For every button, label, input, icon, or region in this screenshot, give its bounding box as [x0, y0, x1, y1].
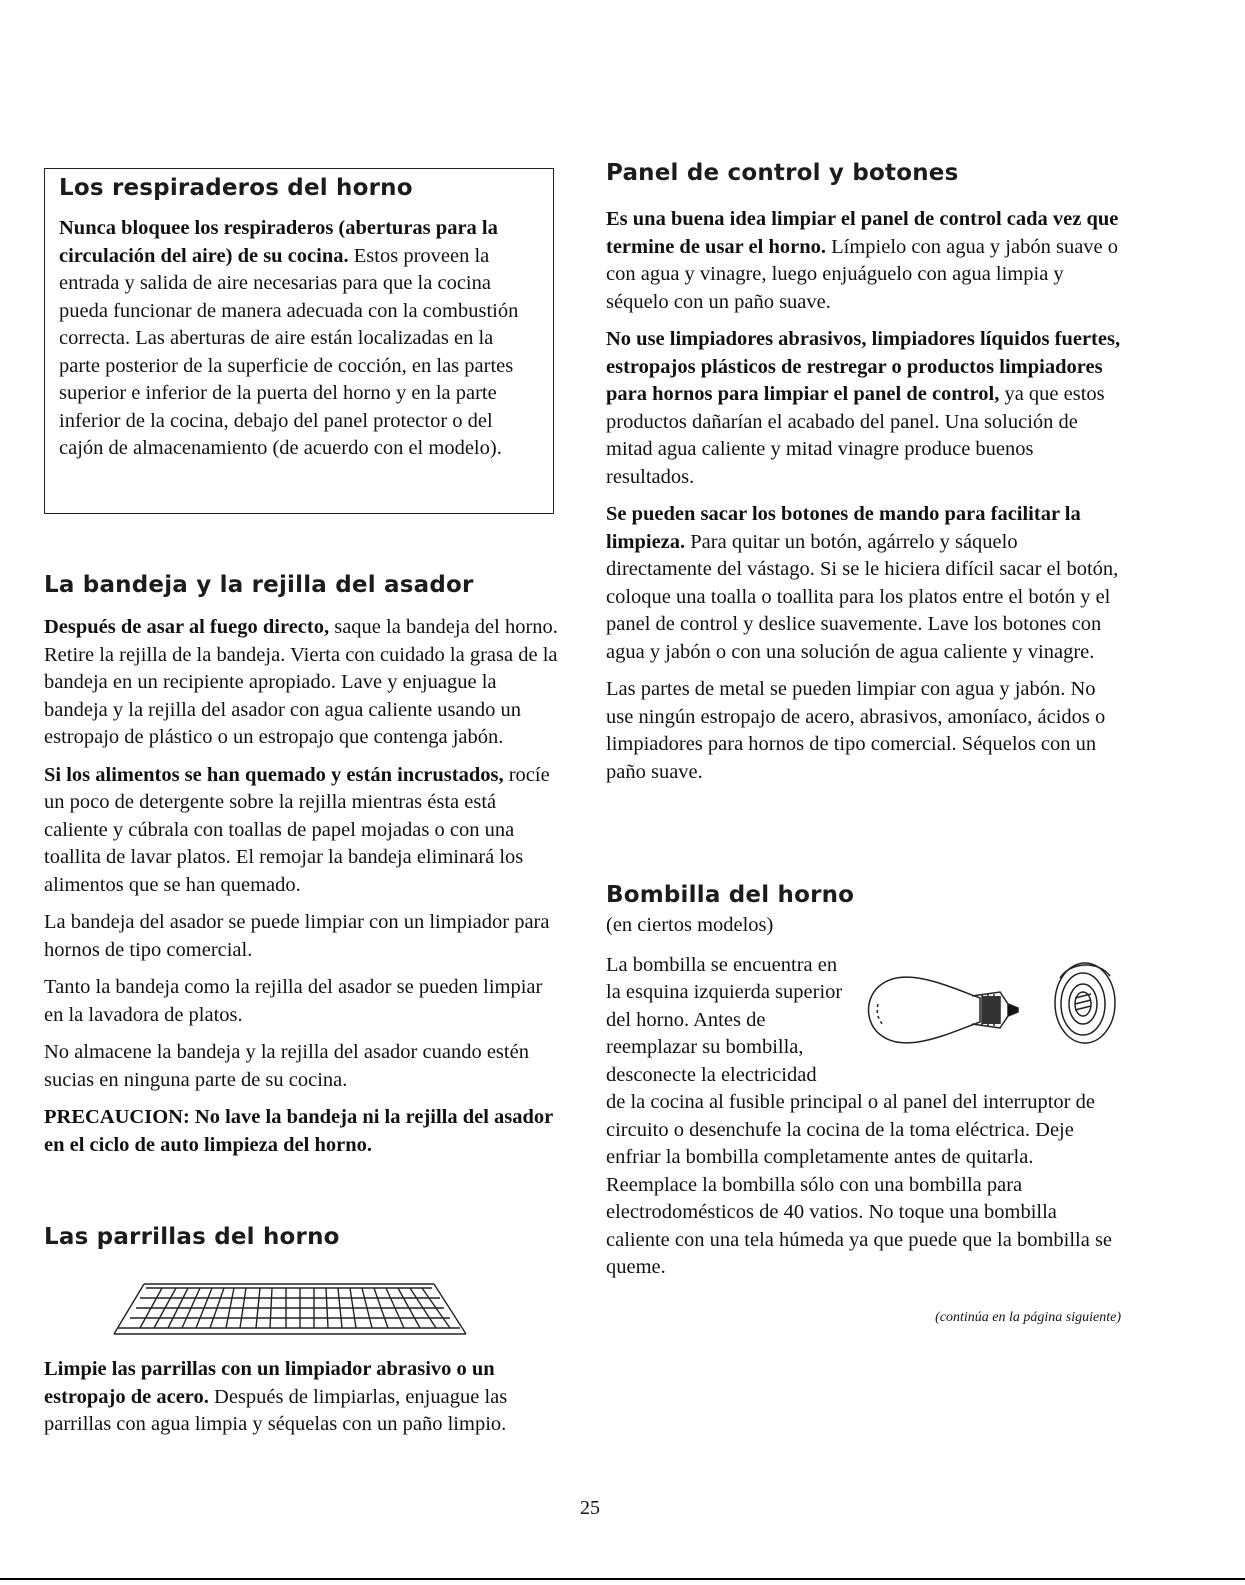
racks-heading: Las parrillas del horno	[44, 1224, 340, 1250]
panel-paragraph-4: Las partes de metal se pueden limpiar con agua y jabón. No use ningún estropajo de acero, abrasivos, amoníaco, ácidos o limpiadores para hornos de tipo comercial. Séquelos con un paño suave.	[606, 678, 1106, 783]
racks-paragraph: Limpie las parrillas con un limpiador abrasivo o un estropajo de acero. Después de limpiarlas, enjuague las parrillas con agua limpia y séquelas con un paño limpio.	[44, 1358, 508, 1435]
broiler-paragraph-5: No almacene la bandeja y la rejilla del asador cuando estén sucias en ninguna parte de su cocina.	[44, 1041, 529, 1091]
vents-box	[44, 168, 554, 514]
racks-text	[44, 1356, 559, 1449]
broiler-paragraph-1: Después de asar al fuego directo, saque la bandeja del horno. Retire la rejilla de la bandeja. Vierta con cuidado la grasa de la bandeja en un recipiente apropiado. Lave y enjuague la bandeja y la rejilla del asador con agua caliente usando un estropajo de plástico o un estropajo que contenga jabón.	[44, 616, 558, 748]
bulb-section	[606, 882, 1121, 1292]
racks-section	[44, 1224, 559, 1250]
broiler-caution: PRECAUCION: No lave la bandeja ni la rejilla del asador en el ciclo de auto limpieza del horno.	[44, 1106, 553, 1156]
panel-heading: Panel de control y botones	[606, 160, 959, 186]
light-bulb-icon	[862, 964, 1032, 1058]
broiler-paragraph-4: Tanto la bandeja como la rejilla del asador se pueden limpiar en la lavadora de platos.	[44, 976, 543, 1026]
panel-section	[606, 160, 1121, 796]
bulb-socket-icon	[1050, 958, 1120, 1048]
vents-heading: Los respiraderos del horno	[59, 175, 413, 201]
oven-rack-illustration	[110, 1278, 472, 1340]
bulb-heading: Bombilla del horno	[606, 882, 855, 908]
broiler-section	[44, 572, 559, 1169]
bottom-rule	[0, 1578, 1245, 1580]
bulb-paragraph-a: La bombilla se encuentra en la esquina izquierda superior del horno. Antes de reemplazar su bombilla, desconecte la electricidad	[606, 953, 843, 1086]
panel-paragraph-3: Se pueden sacar los botones de mando para facilitar la limpieza. Para quitar un botón, agárrelo y sáquelo directamente del vástago. Si se le hiciera difícil sacar el botón, coloque una toalla o toallita para los platos entre el botón y el panel de control y deslice suavemente. Lave los botones con agua y jabón o con una solución de agua caliente y vinagre.	[606, 503, 1119, 663]
broiler-paragraph-3: La bandeja del asador se puede limpiar con un limpiador para hornos de tipo comercial.	[44, 911, 550, 961]
broiler-heading: La bandeja y la rejilla del asador	[44, 572, 474, 598]
continued-note: (continúa en la página siguiente)	[935, 1310, 1121, 1325]
panel-paragraph-1: Es una buena idea limpiar el panel de control cada vez que termine de usar el horno. Límpielo con agua y jabón suave o con agua y vinagre, luego enjuáguelo con agua limpia y séquelo con un paño suave.	[606, 208, 1119, 313]
panel-paragraph-2: No use limpiadores abrasivos, limpiadores líquidos fuertes, estropajos plásticos de restregar o productos limpiadores para hornos para limpiar el panel de control, ya que estos productos dañarían el acabado del panel. Una solución de mitad agua caliente y mitad vinagre produce buenos resultados.	[606, 328, 1121, 488]
page-number: 25	[580, 1497, 600, 1519]
bulb-paragraph-b: de la cocina al fusible principal o al panel del interruptor de circuito o desenchufe la cocina de la toma eléctrica. Deje enfriar la bombilla completamente antes de quitarla. Reemplace la bombilla sólo con una bombilla para electrodomésticos de 40 vatios. No toque una bombilla caliente con una tela húmeda ya que puede que la bombilla se queme.	[606, 1091, 1113, 1278]
bulb-subheading: (en ciertos modelos)	[606, 914, 774, 936]
vents-paragraph: Nunca bloquee los respiraderos (aberturas para la circulación del aire) de su cocina. Estos proveen la entrada y salida de aire necesarias para que la cocina pueda funcionar de manera adecuada con la combustión correcta. Las aberturas de aire están localizadas en la parte posterior de la superficie de cocción, en las partes superior e inferior de la puerta del horno y en la parte inferior de la cocina, debajo del panel protector o del cajón de almacenamiento (de acuerdo con el modelo).	[59, 217, 519, 459]
broiler-paragraph-2: Si los alimentos se han quemado y están incrustados, rocíe un poco de detergente sobre la rejilla mientras ésta está caliente y cúbrala con toallas de papel mojadas o con una toallita de lavar platos. El remojar la bandeja eliminará los alimentos que se han quemado.	[44, 763, 550, 896]
